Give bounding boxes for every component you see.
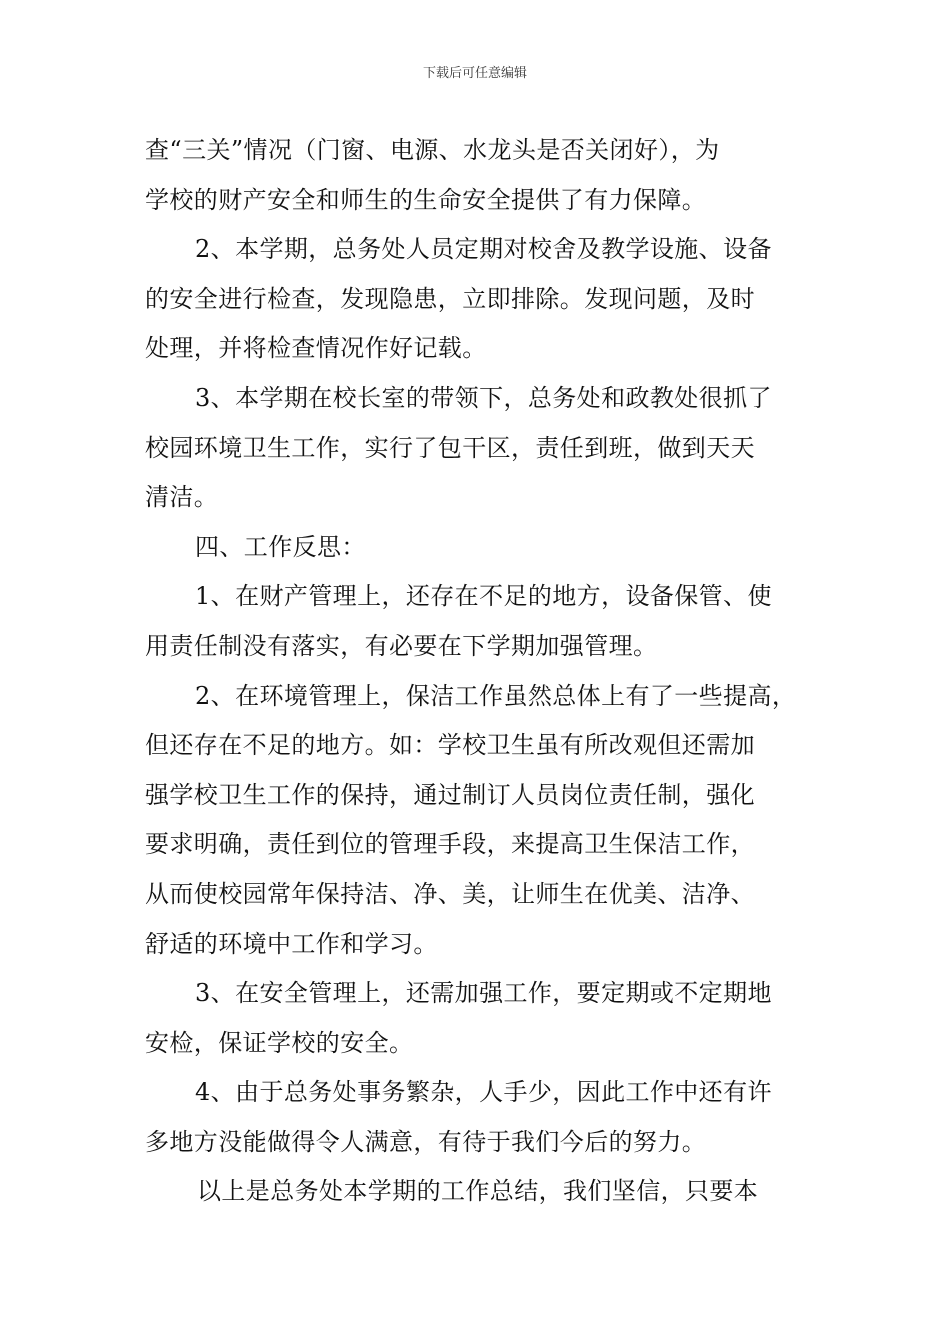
text-line: 3、在安全管理上，还需加强工作，要定期或不定期地 — [195, 979, 772, 1008]
text-line: 的安全进行检查，发现隐患，立即排除。发现问题，及时 — [145, 284, 755, 313]
text-line: 查“三关”情况（门窗、电源、水龙头是否关闭好），为 — [145, 136, 720, 164]
text-line: 清洁。 — [145, 483, 219, 512]
text-line: 3、本学期在校长室的带领下，总务处和政教处很抓了 — [195, 383, 772, 412]
text-line: 2、本学期，总务处人员定期对校舍及教学设施、设备 — [195, 235, 772, 264]
text-line: 2、在环境管理上，保洁工作虽然总体上有了一些提高， — [195, 681, 797, 710]
text-line: 学校的财产安全和师生的生命安全提供了有力保障。 — [145, 185, 707, 214]
text-line: 以上是总务处本学期的工作总结，我们坚信，只要本 — [197, 1177, 759, 1206]
section-heading: 四、工作反思： — [195, 532, 366, 561]
text-line: 要求明确，责任到位的管理手段，来提高卫生保洁工作， — [145, 830, 755, 859]
document-body — [145, 126, 835, 1217]
text-line: 多地方没能做得令人满意，有待于我们今后的努力。 — [145, 1127, 707, 1156]
text-line: 安检，保证学校的安全。 — [145, 1028, 414, 1057]
text-line: 舒适的环境中工作和学习。 — [145, 929, 438, 958]
text-line: 4、由于总务处事务繁杂，人手少，因此工作中还有许 — [195, 1078, 772, 1107]
text-line: 处理，并将检查情况作好记载。 — [145, 334, 487, 363]
text-line: 校园环境卫生工作，实行了包干区，责任到班，做到天天 — [145, 433, 755, 462]
text-line: 1、在财产管理上，还存在不足的地方，设备保管、使 — [195, 582, 772, 611]
text-line: 从而使校园常年保持洁、净、美，让师生在优美、洁净、 — [145, 879, 755, 908]
text-line: 用责任制没有落实，有必要在下学期加强管理。 — [145, 631, 658, 660]
text-line: 强学校卫生工作的保持，通过制订人员岗位责任制，强化 — [145, 780, 755, 809]
text-line: 但还存在不足的地方。如：学校卫生虽有所改观但还需加 — [145, 731, 755, 760]
page-header: 下载后可任意编辑 — [422, 66, 527, 81]
